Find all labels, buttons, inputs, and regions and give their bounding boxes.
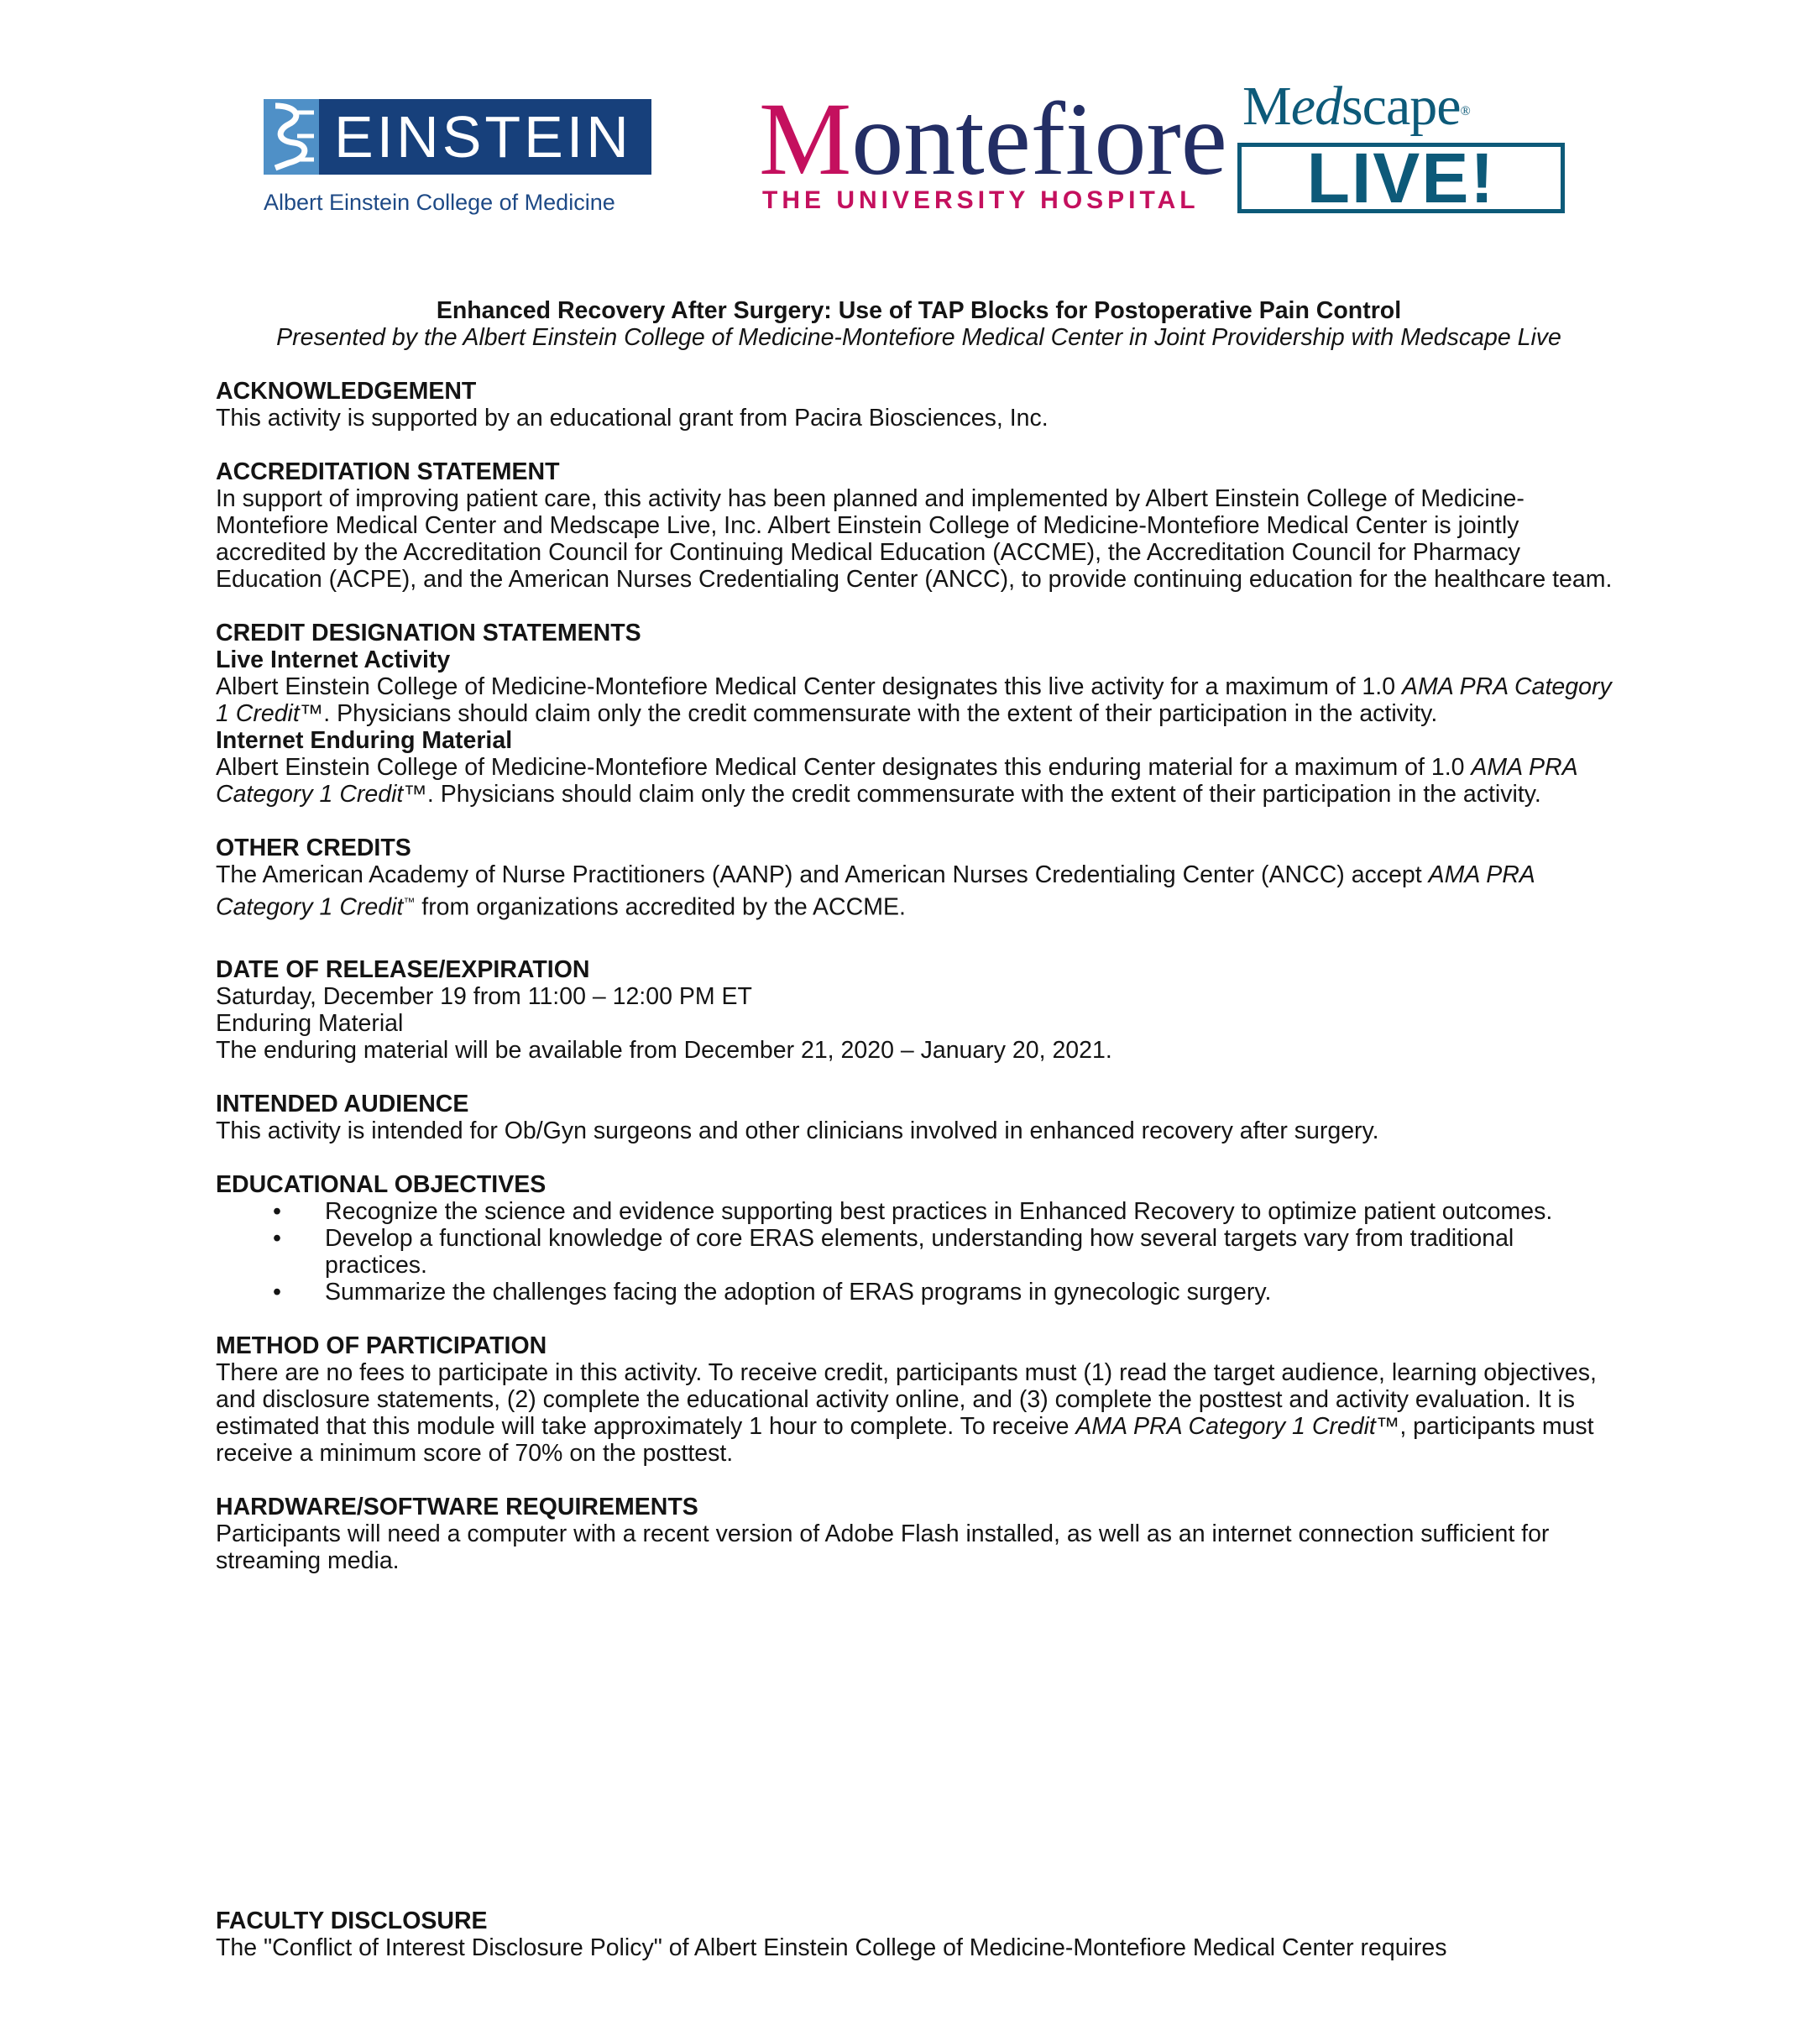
montefiore-subtitle: THE UNIVERSITY HOSPITAL	[762, 186, 1200, 214]
montefiore-rest: ontefiore	[851, 81, 1227, 196]
einstein-logo-banner	[264, 99, 651, 175]
method-text-pre: There are no fees to participate in this activity. To receive credit, participants must (1) read the target audience, learning objectives, and disclosure statements, (2) complete the educational activity online, and (3) complete the posttest and activity evaluation. It is estimated that this module will take approximately 1 hour to complete. To receive	[216, 1358, 1597, 1440]
other-credits-credit: AMA PRA Category 1 Credit	[216, 861, 1535, 921]
method-heading: METHOD OF PARTICIPATION	[216, 1332, 547, 1359]
acknowledgement-text: This activity is supported by an educational grant from Pacira Biosciences, Inc.	[216, 405, 1049, 432]
other-credits-section	[216, 835, 1622, 921]
title-block	[216, 297, 1622, 351]
objective-text: Develop a functional knowledge of core ERAS elements, understanding how several targets vary from traditional practices.	[325, 1224, 1514, 1279]
live-text-credit: AMA PRA Category 1 Credit	[216, 673, 1612, 727]
page-title: Enhanced Recovery After Surgery: Use of TAP Blocks for Postoperative Pain Control	[436, 297, 1402, 324]
method-text-credit: AMA PRA Category 1 Credit	[1075, 1412, 1376, 1440]
medscape-live-box	[1237, 139, 1565, 217]
bullet-icon: •	[273, 1278, 281, 1306]
medscape-registered-mark: ®	[1460, 104, 1470, 118]
medscape-wordmark	[1242, 77, 1470, 136]
live-text-post: ™. Physicians should claim only the credit commensurate with the extent of their participation in the activity.	[299, 700, 1438, 727]
bullet-icon: •	[273, 1224, 281, 1252]
hardware-text: Participants will need a computer with a recent version of Adobe Flash installed, as well as an internet connection sufficient for streaming media.	[216, 1520, 1550, 1574]
method-section	[216, 1332, 1622, 1467]
live-activity-text	[216, 673, 1622, 727]
audience-text: This activity is intended for Ob/Gyn surgeons and other clinicians involved in enhanced recovery after surgery.	[216, 1117, 1379, 1144]
objectives-heading: EDUCATIONAL OBJECTIVES	[216, 1170, 547, 1198]
method-text	[216, 1359, 1622, 1467]
live-text-pre: Albert Einstein College of Medicine-Montefiore Medical Center designates this live activity for a maximum of 1.0	[216, 673, 1402, 700]
objective-item	[216, 1279, 1622, 1306]
montefiore-wordmark	[759, 81, 1227, 196]
objective-text: Summarize the challenges facing the adoption of ERAS programs in gynecologic surgery.	[325, 1278, 1272, 1306]
einstein-emblem-icon	[264, 99, 319, 175]
enduring-material-text	[216, 754, 1622, 808]
document-body	[216, 297, 1622, 1574]
other-credits-post: from organizations accredited by the ACCME.	[415, 893, 906, 921]
credit-heading: CREDIT DESIGNATION STATEMENTS	[216, 620, 641, 646]
objectives-list	[216, 1198, 1622, 1306]
objective-item	[216, 1198, 1622, 1225]
other-credits-text	[216, 861, 1622, 921]
einstein-subtitle: Albert Einstein College of Medicine	[264, 190, 615, 215]
dates-heading: DATE OF RELEASE/EXPIRATION	[216, 955, 590, 983]
montefiore-logo	[759, 81, 1229, 222]
dates-line-enduring-label: Enduring Material	[216, 1009, 404, 1037]
acknowledgement-heading: ACKNOWLEDGEMENT	[216, 378, 477, 405]
montefiore-initial: M	[759, 81, 852, 196]
medscape-live-text: LIVE!	[1306, 139, 1496, 217]
objectives-section	[216, 1171, 1622, 1306]
faculty-text: The "Conflict of Interest Disclosure Policy" of Albert Einstein College of Medicine-Montefiore Medical Center requires	[216, 1934, 1447, 1961]
other-credits-tm: ™	[403, 895, 416, 908]
objective-text: Recognize the science and evidence supporting best practices in Enhanced Recovery to optimize patient outcomes.	[325, 1197, 1553, 1225]
acknowledgement-section	[216, 378, 1622, 432]
audience-section	[216, 1091, 1622, 1144]
live-activity-heading: Live Internet Activity	[216, 646, 451, 673]
einstein-logo	[264, 99, 651, 217]
other-credits-heading: OTHER CREDITS	[216, 835, 411, 861]
enduring-text-post: ™. Physicians should claim only the credit commensurate with the extent of their participation in the activity.	[403, 781, 1541, 808]
bullet-icon: •	[273, 1197, 281, 1225]
audience-heading: INTENDED AUDIENCE	[216, 1090, 469, 1117]
faculty-heading: FACULTY DISCLOSURE	[216, 1908, 488, 1934]
accreditation-section	[216, 458, 1622, 593]
medscape-m: M	[1242, 76, 1291, 137]
medscape-scape: scape	[1341, 76, 1461, 137]
other-credits-pre: The American Academy of Nurse Practitioners (AANP) and American Nurses Credentialing Center (ANCC) accept	[216, 861, 1429, 888]
dates-line-enduring-range: The enduring material will be available from December 21, 2020 – January 20, 2021.	[216, 1036, 1112, 1064]
dates-section	[216, 956, 1622, 1064]
accreditation-text: In support of improving patient care, this activity has been planned and implemented by Albert Einstein College of Medicine-Montefiore Medical Center and Medscape Live, Inc. Albert Einstein College of Medicine-Montefiore Medical Center is jointly accredited by the Accreditation Council for Continuing Medical Education (ACCME), the Accreditation Council for Pharmacy Education (ACPE), and the American Nurses Credentialing Center (ANCC), to provide continuing education for the healthcare team.	[216, 485, 1613, 593]
medscape-live-logo	[1237, 76, 1573, 218]
hardware-heading: HARDWARE/SOFTWARE REQUIREMENTS	[216, 1493, 698, 1520]
objective-item	[216, 1225, 1622, 1279]
enduring-text-credit: AMA PRA Category 1 Credit	[216, 754, 1577, 808]
enduring-text-pre: Albert Einstein College of Medicine-Montefiore Medical Center designates this enduring material for a maximum of 1.0	[216, 754, 1472, 781]
einstein-wordmark: EINSTEIN	[334, 104, 632, 170]
faculty-section	[216, 1908, 1622, 1961]
hardware-section	[216, 1494, 1622, 1574]
page-subtitle: Presented by the Albert Einstein College of Medicine-Montefiore Medical Center in Joint Providership with Medscape Live	[276, 324, 1561, 351]
accreditation-heading: ACCREDITATION STATEMENT	[216, 458, 560, 485]
medscape-ed: ed	[1290, 76, 1341, 137]
enduring-material-heading: Internet Enduring Material	[216, 727, 513, 754]
dates-line-live: Saturday, December 19 from 11:00 – 12:00 PM ET	[216, 982, 752, 1010]
credit-section	[216, 620, 1622, 808]
method-text-post: ™, participants must receive a minimum score of 70% on the posttest.	[216, 1412, 1594, 1467]
